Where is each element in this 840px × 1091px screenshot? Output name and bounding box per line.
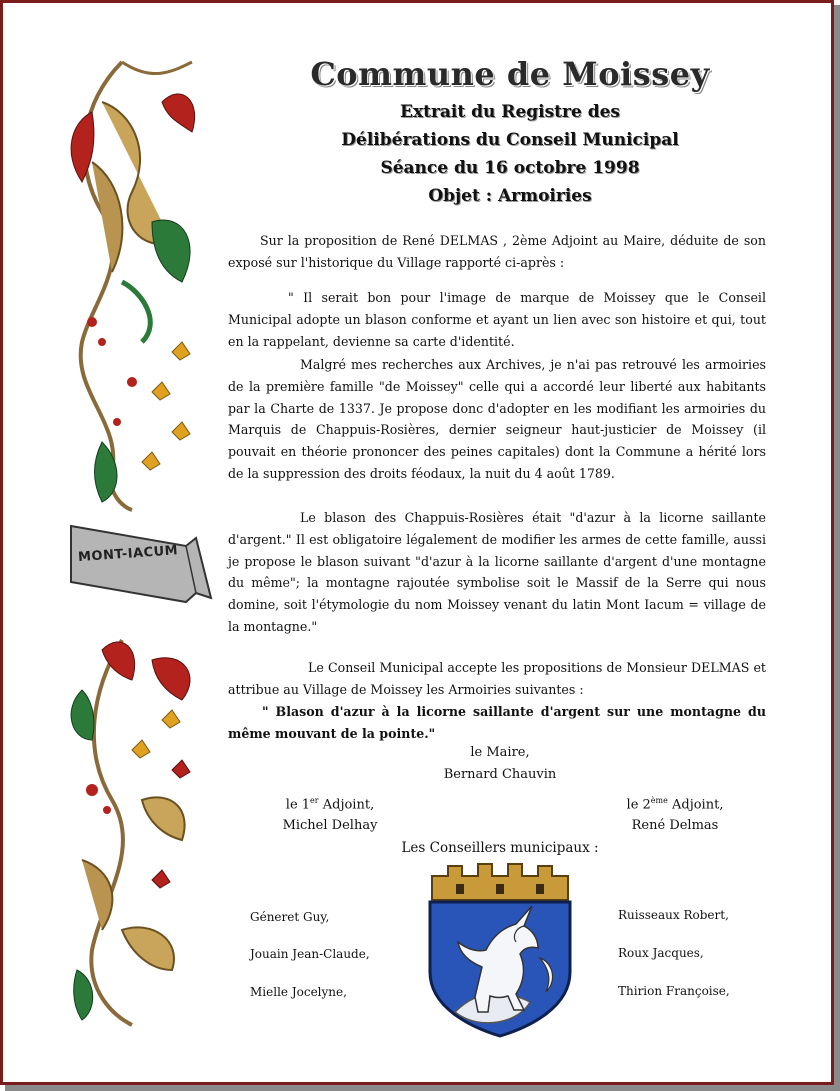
adjoint2-name: René Delmas (631, 818, 719, 833)
subtitle-objet: Objet : Armoiries (428, 186, 592, 206)
banner-text: MONT-IACUM (77, 543, 179, 566)
frame-shadow (5, 1085, 840, 1091)
adjoint1-name: Michel Delhay (282, 818, 378, 833)
floral-ornament-bottom-icon (62, 630, 212, 1030)
subtitle-deliberations: Délibérations du Conseil Municipal (341, 130, 679, 150)
maire-title: le Maire, (470, 745, 530, 760)
paragraph-image: " Il serait bon pour l'image de marque de Moissey que le Conseil Municipal adopte un blason conforme et ayant un lien avec son histoire et qui, tout en la rappelant, devienne sa carte d'identité. (228, 290, 766, 349)
adjoint1-suffix: Adjoint, (318, 797, 375, 813)
paragraph-blasonnement: " Blason d'azur à la licorne saillante d'argent sur une montagne du même mouvant de la pointe." (228, 704, 766, 741)
member-right-1: Ruisseaux Robert, (618, 908, 729, 922)
member-left-1: Géneret Guy, (250, 910, 330, 924)
page-title: Commune de Moissey (310, 55, 710, 93)
adjoint2-sup: ème (650, 796, 668, 805)
adjoint2-prefix: le 2 (626, 797, 651, 813)
member-left-2: Jouain Jean-Claude, (250, 947, 370, 961)
coat-of-arms-icon (420, 862, 580, 1038)
maire-name: Bernard Chauvin (443, 767, 557, 782)
adjoint1-title (250, 796, 410, 812)
adjoint1-prefix: le 1 (285, 797, 311, 813)
floral-ornament-icon (62, 42, 212, 512)
paragraph-archives: Malgré mes recherches aux Archives, je n'ai pas retrouvé les armoiries de la première famille "de Moissey" celle qui a accordé leur liberté aux habitants par la Charte de 1337. Je propose donc d'adopter en les modifiant les armoiries du Marquis de Chappuis-Rosières, dernier seigneur haut-justicier de Moissey (il pouvait en théorie prononcer des peines capitales) dont la Commune a hérité lors de la suppression des droits féodaux, la nuit du 4 août 1789. (228, 357, 766, 481)
member-right-3: Thirion Françoise, (618, 984, 730, 998)
banner-scroll-icon (66, 518, 216, 618)
member-right-2: Roux Jacques, (618, 946, 704, 960)
adjoint1-sup: er (310, 796, 319, 805)
subtitle-registre: Extrait du Registre des (400, 102, 620, 122)
frame-shadow-right (834, 5, 840, 1091)
paragraph-conseil: Le Conseil Municipal accepte les propositions de Monsieur DELMAS et attribue au Village de Moissey les Armoiries suivantes : (228, 660, 766, 697)
paragraph-proposition: Sur la proposition de René DELMAS , 2ème Adjoint au Maire, déduite de son exposé sur l'historique du Village rapporté ci-après : (228, 233, 766, 270)
conseillers-title: Les Conseillers municipaux : (401, 840, 599, 856)
member-left-3: Mielle Jocelyne, (250, 985, 347, 999)
paragraph-blason: Le blason des Chappuis-Rosières était "d'azur à la licorne saillante d'argent." Il est obligatoire légalement de modifier les armes de cette famille, aussi je propose le blason suivant "d'azur à la licorne saillante d'argent d'une montagne du même"; la montagne rajoutée symbolise soit le Massif de la Serre qui nous domine, soit l'étymologie du nom Moissey venant du latin Mont Iacum = village de la montagne." (228, 510, 766, 634)
adjoint2-suffix: Adjoint, (667, 797, 724, 813)
adjoint2-title (590, 796, 760, 812)
subtitle-seance: Séance du 16 octobre 1998 (380, 158, 640, 178)
